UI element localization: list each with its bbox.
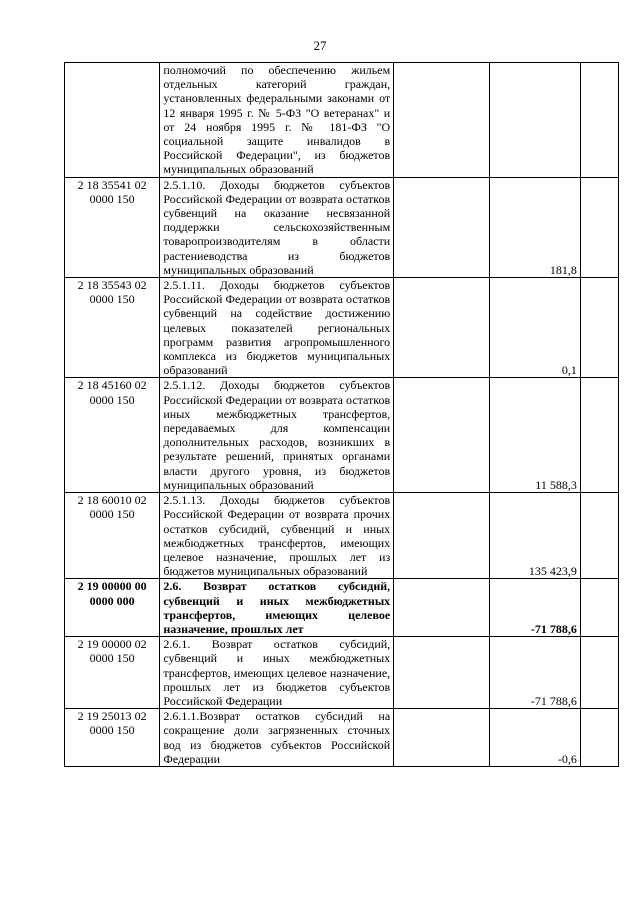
empty-cell xyxy=(394,637,489,709)
row-description: 2.6.1.1.Возврат остатков субсидий на сокращение доли загрязненных сточных вод из бюджетов субъектов Российской Федерации xyxy=(160,709,394,767)
table-row xyxy=(65,278,619,378)
empty-cell xyxy=(394,493,489,579)
table-row xyxy=(65,709,619,767)
empty-cell xyxy=(394,278,489,378)
table-row-bold xyxy=(65,579,619,637)
row-code: 2 18 35543 02 0000 150 xyxy=(65,278,160,378)
empty-cell xyxy=(394,177,489,277)
empty-cell xyxy=(580,177,618,277)
row-code: 2 18 60010 02 0000 150 xyxy=(65,493,160,579)
empty-cell xyxy=(580,278,618,378)
table-row xyxy=(65,637,619,709)
empty-cell xyxy=(580,709,618,767)
table-row xyxy=(65,177,619,277)
row-description: 2.5.1.11. Доходы бюджетов субъектов Российской Федерации от возврата остатков субвенций на содействие достижению целевых показателей региональных программ развития агропромышленного комплекса из бюджетов муниципальных образований xyxy=(160,278,394,378)
empty-cell xyxy=(580,63,618,178)
row-description: полномочий по обеспечению жильем отдельных категорий граждан, установленных федеральными законами от 12 января 1995 г. № 5-ФЗ "О ветеранах" и от 24 ноября 1995 г. № 181-ФЗ "О социальной защите инвалидов в Российской Федерации", из бюджетов муниципальных образований xyxy=(160,63,394,178)
row-amount: 181,8 xyxy=(489,177,580,277)
empty-cell xyxy=(580,378,618,493)
row-description: 2.6.1. Возврат остатков субсидий, субвенций и иных межбюджетных трансфертов, имеющих целевое назначение, прошлых лет из бюджетов субъектов Российской Федерации xyxy=(160,637,394,709)
row-description: 2.6. Возврат остатков субсидий, субвенций и иных межбюджетных трансфертов, имеющих целевое назначение, прошлых лет xyxy=(160,579,394,637)
table-row xyxy=(65,63,619,178)
row-amount: -71 788,6 xyxy=(489,637,580,709)
row-code xyxy=(65,63,160,178)
row-amount: 11 588,3 xyxy=(489,378,580,493)
row-amount xyxy=(489,63,580,178)
empty-cell xyxy=(580,579,618,637)
row-code: 2 19 00000 02 0000 150 xyxy=(65,637,160,709)
row-amount: -71 788,6 xyxy=(489,579,580,637)
empty-cell xyxy=(394,63,489,178)
empty-cell xyxy=(580,493,618,579)
table-row xyxy=(65,493,619,579)
row-description: 2.5.1.13. Доходы бюджетов субъектов Российской Федерации от возврата прочих остатков субсидий, субвенций и иных межбюджетных трансфертов, имеющих целевое назначение, прошлых лет из бюджетов муниципальных образований xyxy=(160,493,394,579)
empty-cell xyxy=(394,378,489,493)
row-code: 2 19 00000 00 0000 000 xyxy=(65,579,160,637)
empty-cell xyxy=(394,709,489,767)
row-description: 2.5.1.12. Доходы бюджетов субъектов Российской Федерации от возврата остатков иных межбюджетных трансфертов, передаваемых для компенсации дополнительных расходов, возникших в результате решений, принятых органами власти другого уровня, из бюджетов муниципальных образований xyxy=(160,378,394,493)
table-row xyxy=(65,378,619,493)
row-amount: 0,1 xyxy=(489,278,580,378)
budget-table xyxy=(64,62,619,767)
row-code: 2 19 25013 02 0000 150 xyxy=(65,709,160,767)
empty-cell xyxy=(580,637,618,709)
row-amount: -0,6 xyxy=(489,709,580,767)
row-amount: 135 423,9 xyxy=(489,493,580,579)
page-number: 27 xyxy=(313,38,327,53)
row-code: 2 18 45160 02 0000 150 xyxy=(65,378,160,493)
row-code: 2 18 35541 02 0000 150 xyxy=(65,177,160,277)
empty-cell xyxy=(394,579,489,637)
row-description: 2.5.1.10. Доходы бюджетов субъектов Российской Федерации от возврата остатков субвенций на оказание несвязанной поддержки сельскохозяйственным товаропроизводителям в области растениеводства из бюджетов муниципальных образований xyxy=(160,177,394,277)
